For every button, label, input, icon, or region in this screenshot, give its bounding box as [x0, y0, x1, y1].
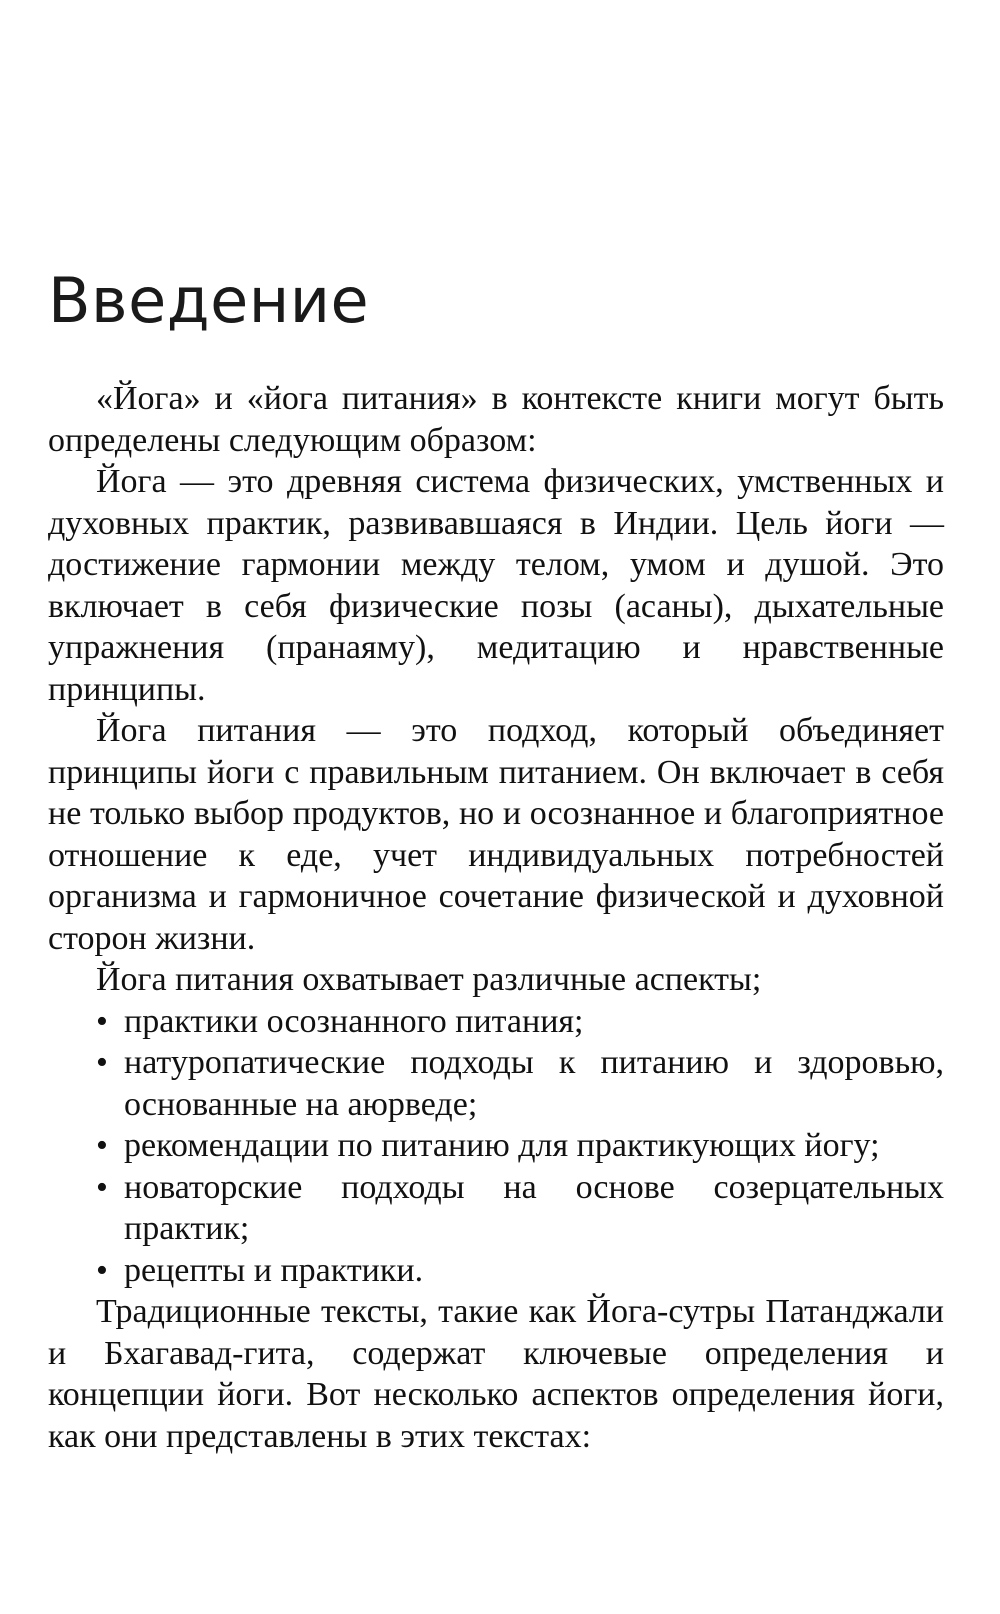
list-item-text: рекомендации по питанию для практикующих йогу; [124, 1127, 880, 1164]
list-item [48, 1167, 944, 1250]
list-item-text: рецепты и практики. [124, 1251, 424, 1289]
list-item [48, 1042, 944, 1125]
list-item [48, 1125, 944, 1167]
list-item-text: практики осознанного питания; [124, 1002, 584, 1040]
aspects-list [48, 1001, 944, 1292]
bullet-icon: • [96, 1127, 108, 1164]
paragraph-intro: «Йога» и «йога питания» в контексте книги могут быть определены следующим образом: [48, 380, 944, 459]
list-item-text: новаторские подходы на основе созерцательных практик; [124, 1168, 944, 1247]
list-item [48, 1001, 944, 1043]
bullet-icon: • [96, 1002, 108, 1040]
bullet-icon: • [96, 1251, 108, 1289]
book-page [48, 0, 948, 1614]
bullet-icon: • [96, 1168, 108, 1206]
bullet-icon: • [96, 1044, 108, 1081]
list-item-text: натуропатические подходы к питанию и здоровью, основанные на аюрведе; [124, 1044, 944, 1123]
chapter-title: Введение [48, 264, 370, 337]
body-text [48, 378, 944, 1457]
paragraph-aspects-lead: Йога питания охватывает различные аспекты; [96, 961, 762, 998]
paragraph-yoga-definition: Йога — это древняя система физических, умственных и духовных практик, развивавшаяся в Индии. Цель йоги — достижение гармонии между телом, умом и душой. Это включает в себя физические позы (асаны), дыхательные упражнения (пранаяму), медитацию и нравственные принципы. [48, 463, 944, 708]
paragraph-nutrition-yoga-definition: Йога питания — это подход, который объединяет принципы йоги с правильным питанием. Он включает в себя не только выбор продуктов, но и осознанное и благоприятное отношение к еде, учет индивидуальных потребностей организма и гармоничное сочетание физической и духовной сторон жизни. [48, 712, 944, 957]
paragraph-traditional-texts: Традиционные тексты, такие как Йога-сутры Патанджали и Бхагавад-гита, содержат ключевые определения и концепции йоги. Вот несколько аспектов определения йоги, как они представлены в этих текстах: [48, 1293, 944, 1455]
list-item [48, 1250, 944, 1292]
